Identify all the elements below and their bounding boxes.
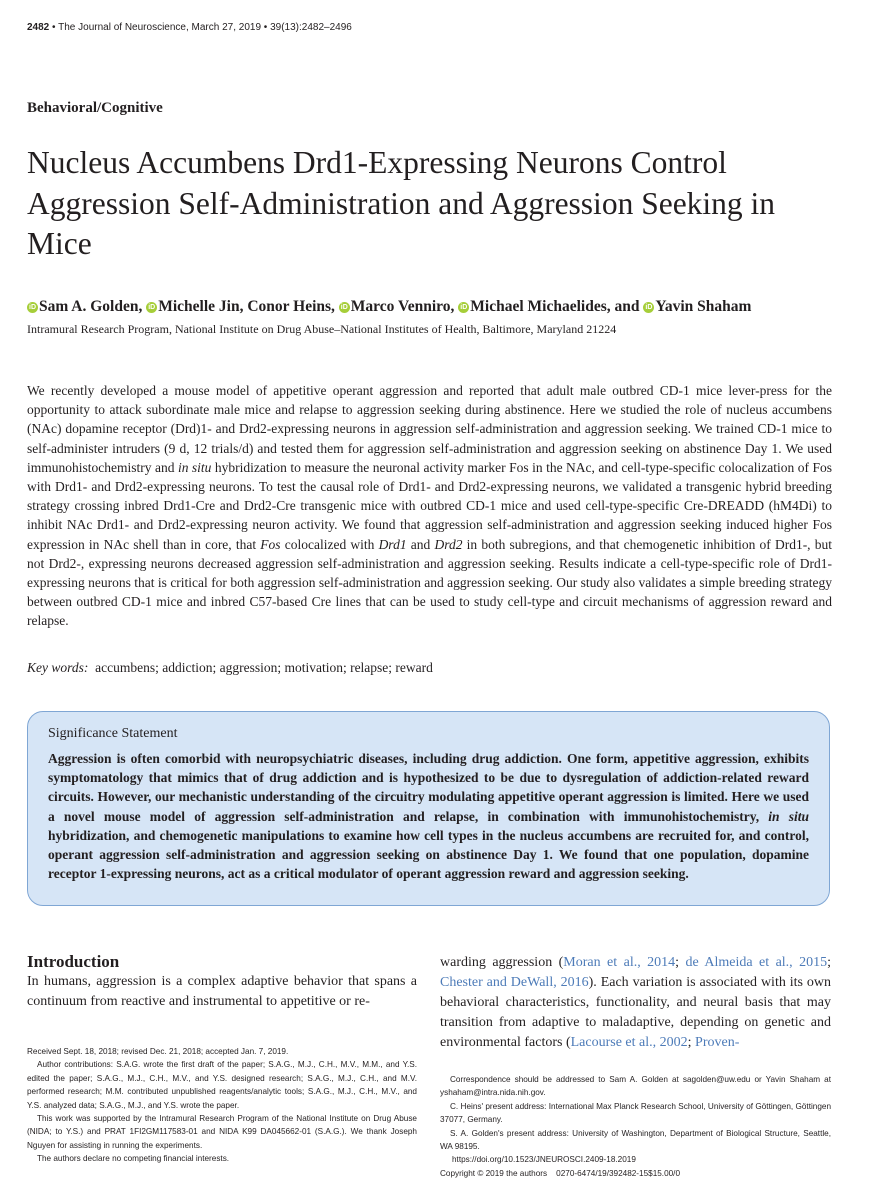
footnotes-right bbox=[440, 1073, 831, 1180]
keywords bbox=[27, 660, 433, 676]
abstract-text: hybridization to measure the neuronal activity marker Fos in the NAc, and cell-type-specific colocalization of Fos with Drd1- and Drd2-expressing neurons. To test the causal role of Drd1- and Drd2-expressing neurons, we validated a transgenic hybrid breeding strategy crossing inbred Drd1-Cre and Drd2-Cre transgenic mice with outbred CD-1 mice and used cell-type-specific Cre-DREADD (hM4Di) to inhibit NAc Drd1- and Drd2-expressing neuron activity. We found that aggression self-administration and aggression seeking induced higher Fos expression in NAc shell than in core, that bbox=[27, 459, 832, 552]
author-list bbox=[27, 298, 751, 316]
citation-link[interactable]: Proven- bbox=[695, 1035, 740, 1050]
intro-text: ). Each variation is associated with its own behavioral characteristics, functionality, and neural basis that may transition from adaptive to maladaptive, depending on genetic and environmental factors ( bbox=[440, 975, 831, 1050]
orcid-icon[interactable]: iD bbox=[29, 304, 36, 311]
orcid-icon[interactable]: iD bbox=[460, 304, 468, 311]
abstract-italic: Fos bbox=[260, 536, 281, 552]
abstract-text: colocalized with bbox=[280, 536, 379, 552]
intro-text: ; bbox=[675, 955, 686, 970]
citation-link[interactable]: Moran et al., 2014 bbox=[563, 955, 676, 970]
significance-italic: in situ bbox=[768, 808, 809, 824]
citation-link[interactable]: Chester and DeWall, 2016 bbox=[440, 975, 589, 990]
author-name: Marco Venniro, bbox=[350, 298, 455, 315]
introduction-right-column bbox=[440, 953, 831, 1053]
significance-title: Significance Statement bbox=[48, 726, 178, 741]
paper-title: Nucleus Accumbens Drd1-Expressing Neurons Control Aggression Self-Administration and Aggression Seeking in Mice bbox=[27, 145, 776, 261]
footnote-received: Received Sept. 18, 2018; revised Dec. 21, 2018; accepted Jan. 7, 2019. bbox=[27, 1047, 289, 1056]
significance-text: hybridization, and chemogenetic manipulations to examine how cell types in the nucleus accumbens are recruited for, and control, operant aggression self-administration and aggression seeking on abstinence Day 1. We found that one population, dopamine receptor 1-expressing neurons, act as a critical modulator of operant aggression reward and aggression seeking. bbox=[48, 827, 809, 882]
abstract-italic: in situ bbox=[177, 459, 212, 475]
footnote-competing-interests: The authors declare no competing financial interests. bbox=[37, 1154, 230, 1164]
copyright: Copyright © 2019 the authors 0270-6474/19/392482-15$15.00/0 bbox=[440, 1168, 681, 1178]
footnote-contributions: Author contributions: S.A.G. wrote the first draft of the paper; S.A.G., M.J., C.H., M.V., M.M., and Y.S. edited the paper; S.A.G., M.J., C.H., M.V., and Y.S. designed research; S.A.G., M.J., C.H., and M.V. performed research; M.M. contributed unpublished reagents/analytic tools; S.A.G., M.J., C.H., M.V., and Y.S. analyzed data; S.A.G., M.J., and Y.S. wrote the paper. bbox=[27, 1060, 417, 1110]
orcid-icon[interactable]: iD bbox=[340, 304, 348, 311]
affiliation: Intramural Research Program, National Institute on Drug Abuse–National Institutes of Health, Baltimore, Maryland 21224 bbox=[27, 322, 617, 336]
doi-link[interactable]: https://doi.org/10.1523/JNEUROSCI.2409-18.2019 bbox=[452, 1155, 636, 1165]
orcid-icon[interactable]: iD bbox=[148, 304, 156, 311]
running-header bbox=[27, 22, 352, 33]
citation-link[interactable]: Lacourse et al., 2002 bbox=[570, 1035, 688, 1050]
abstract-italic: Drd2 bbox=[434, 536, 463, 552]
introduction-heading: Introduction bbox=[27, 952, 120, 971]
keywords-text: accumbens; addiction; aggression; motivation; relapse; reward bbox=[88, 660, 433, 675]
journal-citation: • The Journal of Neuroscience, March 27, 2019 • 39(13):2482–2496 bbox=[49, 22, 352, 33]
footnote-funding: This work was supported by the Intramural Research Program of the National Institute on Drug Abuse (NIDA; to Y.S.) and PRAT 1FI2GM117583-01 and NIDA K99 DA045662-01 (S.A.G.). We thank Joseph Nguyen for assisting in running the experiments. bbox=[27, 1114, 417, 1150]
significance-statement-box bbox=[27, 711, 830, 906]
abstract-italic: Drd1 bbox=[378, 536, 407, 552]
section-label: Behavioral/Cognitive bbox=[27, 100, 163, 116]
intro-text: ; bbox=[687, 1035, 696, 1050]
abstract-text: and bbox=[406, 536, 435, 552]
abstract bbox=[27, 381, 832, 631]
author-name: Michelle Jin, Conor Heins, bbox=[158, 298, 335, 315]
orcid-icon[interactable]: iD bbox=[645, 304, 653, 311]
author-name: Yavin Shaham bbox=[655, 298, 752, 315]
citation-link[interactable]: de Almeida et al., 2015 bbox=[685, 955, 828, 970]
footnotes-left bbox=[27, 1045, 417, 1166]
abstract-text: in both subregions, and that chemogenetic inhibition of Drd1-, but not Drd2-, expressing neurons decreased aggression self-administration and aggression seeking. Results indicate a cell-type-specific role of Drd1-expressing neurons that is critical for both aggression self-administration and aggression seeking. Our study also validates a simple breeding strategy between outbred CD-1 mice and inbred C57-based Cre lines that can be used to study cell-type and circuit mechanisms of aggression reward and relapse. bbox=[27, 536, 832, 629]
page-number: 2482 bbox=[27, 22, 50, 33]
intro-text: ; bbox=[827, 955, 832, 970]
author-name: Sam A. Golden, bbox=[39, 298, 143, 315]
significance-text: Aggression is often comorbid with neuropsychiatric diseases, including drug addiction. One form, appetitive aggression, exhibits symptomatology that mimics that of drug addiction and is hypothesized to be due to dysregulation of addiction-related reward circuits. However, our mechanistic understanding of the circuitry modulating appetitive operant aggression is limited. Here we used a novel mouse model of aggression self-administration and relapse, in combination with immunohistochemistry, bbox=[48, 751, 809, 824]
introduction-left-column: In humans, aggression is a complex adaptive behavior that spans a continuum from reactive and instrumental to appetitive or re- bbox=[27, 974, 417, 1009]
keywords-label: Key words: bbox=[27, 660, 89, 675]
significance-body bbox=[48, 749, 809, 883]
intro-text: warding aggression ( bbox=[440, 955, 564, 970]
author-name: Michael Michaelides, and bbox=[470, 298, 640, 315]
abstract-text: We recently developed a mouse model of appetitive operant aggression and reported that adult male outbred CD-1 mice lever-press for the opportunity to attack subordinate male mice and relapse to aggression seeking during abstinence. Here we studied the role of nucleus accumbens (NAc) dopamine receptor (Drd)1- and Drd2-expressing neurons in aggression self-administration and aggression seeking. We trained CD-1 mice to self-administer intruders (9 d, 12 trials/d) and tested them for aggression self-administration and aggression seeking on abstinence Day 1. We used immunohistochemistry and bbox=[27, 383, 832, 475]
footnote-golden-address: S. A. Golden's present address: University of Washington, Department of Biological Structure, Seattle, WA 98195. bbox=[440, 1128, 831, 1152]
footnote-correspondence: Correspondence should be addressed to Sam A. Golden at sagolden@uw.edu or Yavin Shaham at yshaham@intra.nida.nih.gov. bbox=[440, 1075, 831, 1098]
footnote-heins-address: C. Heins' present address: International Max Planck Research School, University of Göttingen, Göttingen 37077, Germany. bbox=[440, 1101, 831, 1125]
